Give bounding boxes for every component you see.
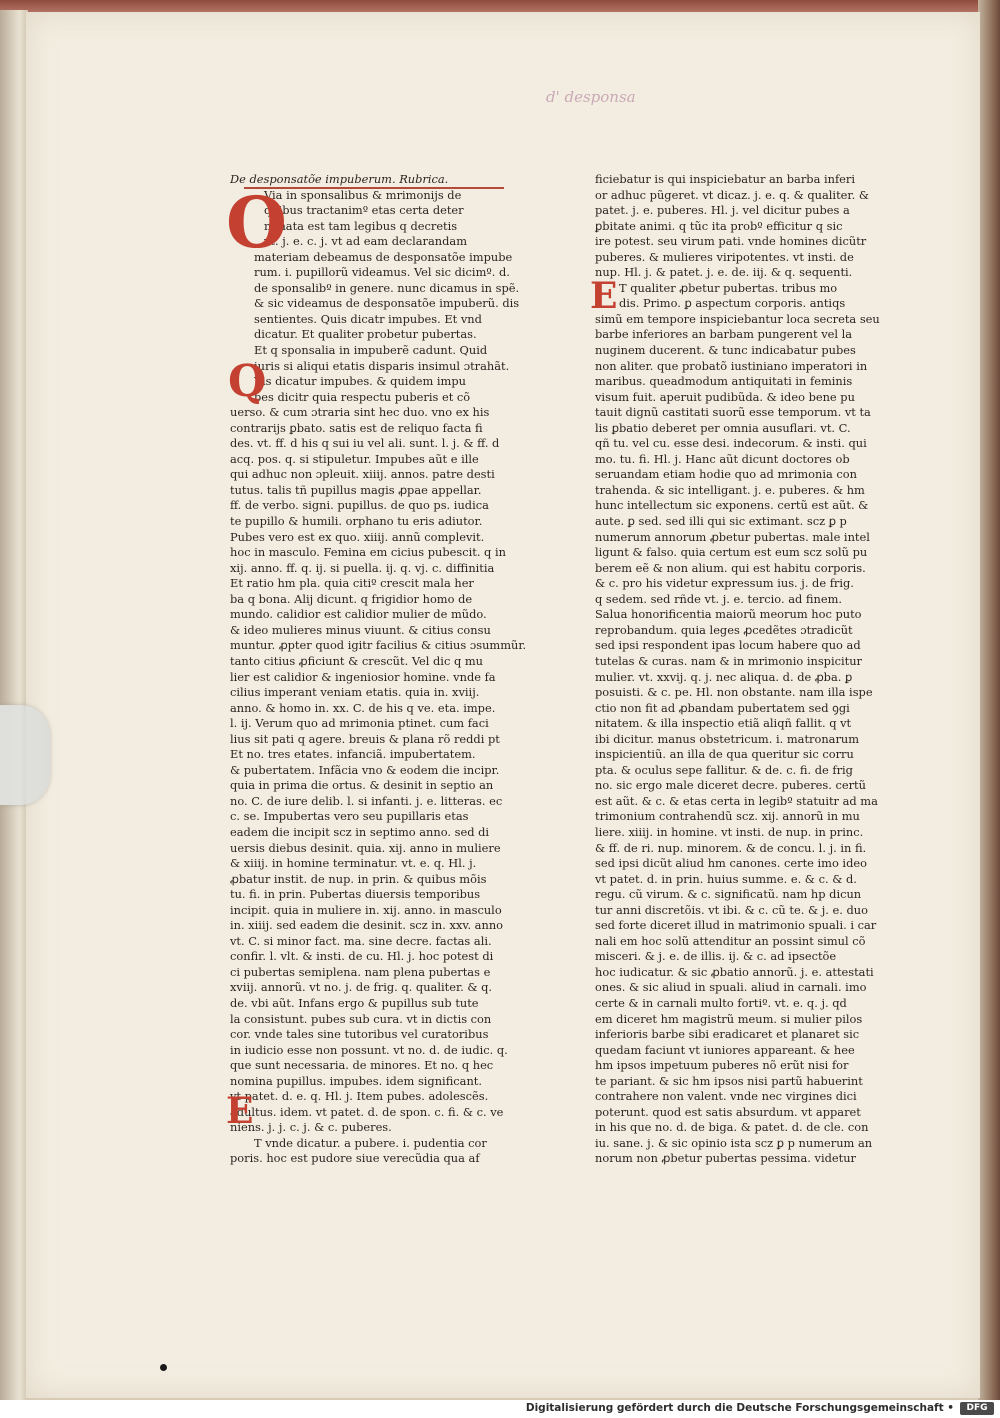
text-line: sed ipsi dicũt aliud hm canones. certe imo ideo — [595, 856, 867, 871]
red-initial-e-1: E — [226, 1090, 254, 1132]
text-line: bes dicitr quia respectu puberis et cõ — [254, 389, 471, 404]
text-line: des. vt. ff. d his q sui iu vel ali. sunt. l. j. & ff. d — [230, 436, 500, 451]
text-line: rum. i. pupillorũ videamus. Vel sic dicimº. d. — [254, 265, 510, 280]
text-line: xviij. annorũ. vt no. j. de frig. q. qualiter. & q. — [230, 980, 493, 995]
text-line: te pariant. & sic hm ipsos nisi partũ habuerint — [595, 1073, 863, 1088]
text-line: Et no. tres etates. infanciã. impubertatem. — [230, 747, 476, 762]
text-line: pta. & oculus sepe fallitur. & de. c. fi. de frig — [595, 762, 853, 777]
text-line: Vis dicatur impubes. & quidem impu — [254, 374, 466, 389]
text-line: lius sit pati q agere. breuis & plana rõ reddi pt — [230, 731, 500, 746]
text-line: uersis diebus desinit. quia. xij. anno in muliere — [230, 840, 501, 855]
text-line: de. vbi aũt. Infans ergo & pupillus sub tute — [230, 995, 479, 1010]
text-line: vt patet. d. e. q. Hl. j. Item pubes. adolescẽs. — [230, 1089, 489, 1104]
text-line: tutus. talis tñ pupillus magis ꝓpae appellar. — [230, 482, 482, 497]
text-line: barbe inferiores an barbam pungerent vel la — [595, 327, 853, 342]
text-line: vt. C. si minor fact. ma. sine decre. factas ali. — [230, 933, 492, 948]
text-line: simũ em tempore inspiciebantur loca secreta seu — [595, 311, 880, 326]
right-text-column — [595, 172, 880, 1166]
text-line: ficiebatur is qui inspiciebatur an barba inferi — [595, 172, 856, 186]
text-line: & sic videamus de desponsatõe impuberũ. dis — [254, 296, 520, 311]
text-line: xij. anno. ff. q. ij. si puella. ij. q. vj. c. diffinitia — [230, 560, 495, 575]
text-line: maribus. queadmodum antiquitati in feminis — [595, 374, 853, 389]
text-line: no. C. de iure delib. l. si infanti. j. e. litteras. ec — [230, 793, 503, 808]
text-line: & xiiij. in homine terminatur. vt. e. q. Hl. j. — [230, 856, 477, 871]
text-line: dicatur. Et qualiter probetur pubertas. — [254, 327, 477, 342]
text-line: tauit dignũ castitati suorũ esse temporum. vt ta — [595, 405, 871, 420]
text-line: in his que no. d. de biga. & patet. d. de cle. con — [595, 1120, 869, 1135]
text-line: norum non ꝓbetur pubertas pessima. videtur — [595, 1151, 856, 1166]
text-line: in iudicio esse non possunt. vt no. d. de iudic. q. — [230, 1042, 508, 1057]
text-line: ff. de verbo. signi. pupillus. de quo ps. iudica — [230, 498, 489, 513]
text-line: quia in prima die ortus. & desinit in septio an — [230, 778, 494, 793]
text-line: ba q bona. Alij dicunt. q frigidior homo de — [230, 591, 473, 606]
text-line: iu. sane. j. & sic opinio ista scz ꝑ p numerum an — [595, 1135, 873, 1150]
text-line: reprobandum. quia leges ꝓcedẽtes ɔtradicũt — [595, 622, 853, 637]
text-line: nali em hoc solũ attenditur an possint simul cõ — [595, 933, 866, 948]
text-line: puberes. & mulieres viripotentes. vt insti. de — [595, 249, 854, 264]
text-line: tu. fi. in prin. Pubertas diuersis temporibus — [230, 887, 481, 902]
text-line: misceri. & j. e. de illis. ij. & c. ad ipsectõe — [595, 949, 837, 964]
text-line: c. se. Impubertas vero seu pupillaris etas — [230, 809, 469, 824]
text-line: trimonium contrahendũ scz. xij. annorũ in mu — [595, 809, 860, 824]
text-line: qui adhuc non ɔpleuit. xiiij. annos. patre desti — [230, 467, 495, 482]
text-line: tutelas & curas. nam & in mrimonio inspicitur — [595, 653, 862, 668]
dfg-logo: DFG — [960, 1402, 994, 1415]
text-line: cilius imperant veniam etatis. quia in. xviij. — [230, 685, 480, 700]
text-line: q sedem. sed rñde vt. j. e. tercio. ad finem. — [595, 591, 843, 606]
text-line: hoc in masculo. Femina em cicius pubescit. q in — [230, 545, 506, 560]
text-line: inferioris barbe sibi eradicaret et planaret sic — [595, 1027, 860, 1042]
text-line: & ideo mulieres minus viuunt. & citius consu — [230, 622, 491, 637]
text-line: Pubes vero est ex quo. xiiij. annũ complevit. — [230, 529, 485, 544]
text-line: non aliter. que probatõ iustiniano imperatori in — [595, 358, 868, 373]
text-line: sed ipsi respondent ipas locum habere quo ad — [595, 638, 861, 653]
text-line: qñ tu. vel cu. esse desi. indecorum. & insti. qui — [595, 436, 867, 451]
text-line: ibi dicitur. manus obstetricum. i. matronarum — [595, 731, 860, 746]
text-line: no. sic ergo male diceret decre. puberes. certũ — [595, 778, 866, 793]
text-line: eadem die incipit scz in septimo anno. sed di — [230, 824, 490, 839]
text-line: materiam debeamus de desponsatõe impube — [254, 249, 513, 264]
text-line: iuris si aliqui etatis disparis insimul ɔtrahãt. — [254, 358, 510, 373]
text-line: uerso. & cum ɔtraria sint hec duo. vno ex his — [230, 405, 490, 420]
text-line: inspicientiũ. an illa de qua queritur sic corru — [595, 747, 854, 762]
text-line: regu. cũ virum. & c. significatũ. nam hp dicun — [595, 887, 862, 902]
text-line: Et q sponsalia in impuberẽ cadunt. Quid — [254, 343, 488, 358]
text-line: De desponsatõe impuberum. Rubrica. — [230, 172, 449, 186]
text-line: or adhuc pũgeret. vt dicaz. j. e. q. & qualiter. & — [595, 187, 869, 202]
text-line: niens. j. j. c. j. & c. puberes. — [230, 1120, 392, 1135]
text-line: ctio non fit ad ꝓbandam pubertatem sed ꝯgi — [595, 700, 850, 715]
text-line: hoc iudicatur. & sic ꝓbatio annorũ. j. e. attestati — [595, 964, 874, 979]
text-line: berem eẽ & non alium. qui est habitu corporis. — [595, 560, 866, 575]
text-line: patet. j. e. puberes. Hl. j. vel dicitur pubes a — [595, 203, 850, 218]
text-line: acq. pos. q. si stipuletur. Impubes aũt e ille — [230, 451, 479, 466]
text-line: ꝓbatur instit. de nup. in prin. & quibus mõis — [230, 871, 487, 886]
text-line: ligunt & falso. quia certum est eum scz solũ pu — [595, 545, 868, 560]
text-line: nomina pupillus. impubes. idem significant. — [230, 1073, 483, 1088]
text-line: nitatem. & illa inspectio etiã aliqñ fallit. q vt — [595, 716, 852, 731]
text-line: ꝑbitate animi. q tũc ita probº efficitur q sic — [595, 218, 843, 233]
text-line: & c. pro his videtur expressum ius. j. de frig. — [595, 576, 854, 591]
text-line: ci pubertas semiplena. nam plena pubertas e — [230, 964, 491, 979]
text-line: dis. Primo. ꝑ aspectum corporis. antiqs — [619, 296, 846, 311]
page-clip — [0, 705, 50, 805]
text-line: T qualiter ꝓbetur pubertas. tribus mo — [619, 280, 838, 295]
text-line: mulier. vt. xxvij. q. j. nec aliqua. d. de ꝓba. ꝑ — [595, 669, 853, 684]
text-line: poterunt. quod est satis absurdum. vt apparet — [595, 1104, 861, 1119]
text-line: posuisti. & c. pe. Hl. non obstante. nam illa ispe — [595, 685, 873, 700]
text-line: incipit. quia in muliere in. xij. anno. in masculo — [230, 902, 502, 917]
text-line: ire potest. seu virum pati. vnde homines dicũtr — [595, 234, 867, 249]
text-line: muntur. ꝓpter quod igitr facilius & citius ɔsummũr. — [230, 638, 527, 653]
text-line: de sponsalibº in genere. nunc dicamus in spẽ. — [254, 280, 520, 295]
text-line: lis ꝑbatio deberet per omnia ausuflari. vt. C. — [595, 420, 851, 435]
text-line: contrarijs ꝑbato. satis est de reliquo facta fi — [230, 420, 483, 435]
text-line: est aũt. & c. & etas certa in legibº statuitr ad ma — [595, 793, 878, 808]
text-line: tanto citius ꝓficiunt & crescũt. Vel dic q mu — [230, 653, 483, 668]
text-line: poris. hoc est pudore siue verecũdia qua af — [230, 1151, 480, 1166]
text-line: Et ratio hm pla. quia citiº crescit mala her — [230, 576, 474, 591]
text-line: hm ipsos impetuum puberes nõ erũt nisi for — [595, 1058, 849, 1073]
text-line: certe & in carnali multo fortiº. vt. e. q. j. qd — [595, 995, 847, 1010]
text-line: trahenda. & sic intelligant. j. e. puberes. & hm — [595, 482, 865, 497]
footer-bar — [0, 1400, 1000, 1418]
text-line: numerum annorum ꝓbetur pubertas. male intel — [595, 529, 870, 544]
text-line: Salua honorificentia maiorũ meorum hoc puto — [595, 607, 862, 622]
text-line: & ff. de ri. nup. minorem. & de concu. l. j. in fi. — [595, 840, 867, 855]
text-line: in. xiiij. sed eadem die desinit. scz in. xxv. anno — [230, 918, 504, 933]
text-line: confir. l. vlt. & insti. de cu. Hl. j. hoc potest di — [230, 949, 494, 964]
text-line: visum fuit. aperuit pudibũda. & ideo bene pu — [595, 389, 855, 404]
text-line: cor. vnde tales sine tutoribus vel curatoribus — [230, 1027, 489, 1042]
text-line: quedam faciunt vt iuniores appareant. & hee — [595, 1042, 855, 1057]
text-line: l. ij. Verum quo ad mrimonia ptinet. cum faci — [230, 716, 489, 731]
text-line: la consistunt. pubes sub cura. vt in dictis con — [230, 1011, 492, 1026]
text-line: vt. j. e. c. j. vt ad eam declarandam — [264, 234, 467, 249]
red-initial-e-2: E — [590, 275, 618, 317]
text-line: nup. Hl. j. & patet. j. e. de. iij. & q. sequenti. — [595, 265, 853, 280]
text-line: liere. xiiij. in homine. vt insti. de nup. in princ. — [595, 824, 864, 839]
text-line: em diceret hm magistrũ meum. si mulier pilos — [595, 1011, 863, 1026]
text-line: sed forte diceret illud in matrimonio spuali. i car — [595, 918, 877, 933]
left-text-column — [230, 172, 527, 1166]
text-line: mundo. calidior est calidior mulier de mũdo. — [230, 607, 487, 622]
text-line: adultus. idem. vt patet. d. de spon. c. fi. & c. ve — [230, 1104, 504, 1119]
footer-credit: Digitalisierung gefördert durch die Deutsche Forschungsgemeinschaft • — [525, 1402, 954, 1414]
text-line: sentientes. Quis dicatr impubes. Et vnd — [254, 311, 482, 326]
text-line: mo. tu. fi. Hl. j. Hanc aũt dicunt doctores ob — [595, 451, 850, 466]
text-line: ones. & sic aliud in spuali. aliud in carnali. imo — [595, 980, 867, 995]
text-line: te pupillo & humili. orphano tu eris adiutor. — [230, 514, 483, 529]
text-line: T vnde dicatur. a pubere. i. pudentia cor — [254, 1135, 487, 1150]
text-line: contrahere non valent. vnde nec virgines dici — [595, 1089, 857, 1104]
text-line: & pubertatem. Infãcia vno & eodem die incipr. — [230, 762, 500, 777]
text-line: anno. & homo in. xx. C. de his q ve. eta. impe. — [230, 700, 496, 715]
text-line: hunc intellectum sic exponens. certũ est aũt. & — [595, 498, 869, 513]
text-line: tur anni discretõis. vt ibi. & c. cũ te. & j. e. duo — [595, 902, 868, 917]
margin-note: d' desponsa — [546, 88, 636, 106]
ink-dot — [160, 1364, 167, 1371]
text-line: vt patet. d. in prin. huius summe. e. & c. & d. — [595, 871, 857, 886]
text-line: minata est tam legibus q decretis — [264, 218, 458, 233]
red-initial-q-2: Q — [228, 356, 267, 407]
text-line: seruandam etiam hodie quo ad mrimonia con — [595, 467, 857, 482]
text-line: Via in sponsalibus & mrimonijs de — [264, 187, 462, 202]
text-line: lier est calidior & ingeniosior homine. vnde fa — [230, 669, 496, 684]
text-line: quibus tractanimº etas certa deter — [264, 203, 464, 218]
text-line: que sunt necessaria. de minores. Et no. q hec — [230, 1058, 494, 1073]
text-line: aute. ꝑ sed. sed illi qui sic extimant. scz ꝑ p — [595, 514, 847, 529]
red-initial-q-1: O — [226, 181, 287, 264]
text-line: nuginem ducerent. & tunc indicabatur pubes — [595, 343, 856, 358]
